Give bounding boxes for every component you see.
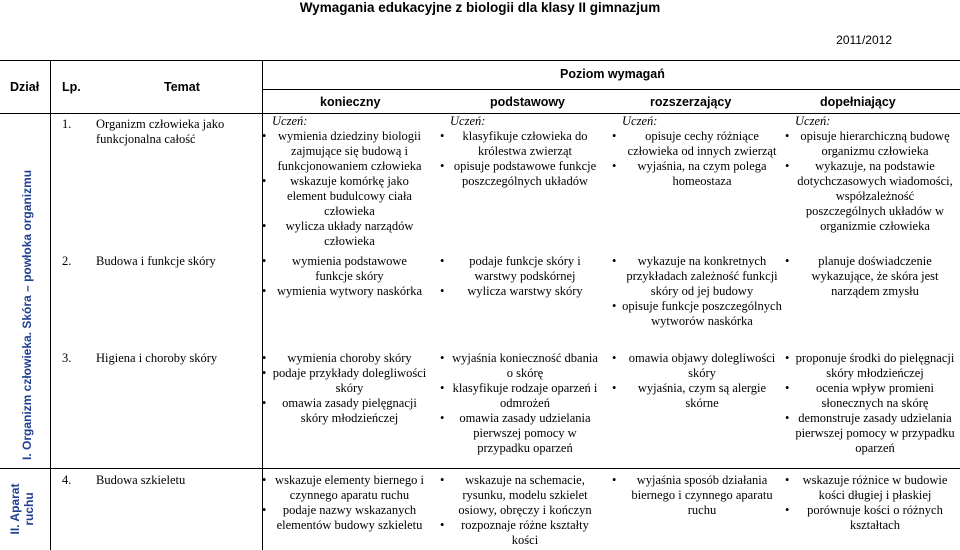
- header-temat: Temat: [164, 80, 200, 94]
- section-divider: [0, 468, 960, 469]
- section-label-1: I. Organizm człowieka. Skóra – powłoka organizmu: [20, 169, 34, 460]
- list-item: • wymienia choroby skóry: [272, 351, 427, 366]
- list-item: • wskazuje różnice w budowie kości długiej i płaskiej: [795, 473, 955, 503]
- header-podstawowy: podstawowy: [490, 95, 566, 109]
- list-item: • omawia objawy dolegliwości skóry: [622, 351, 782, 381]
- list-item: • opisuje hierarchiczną budowę organizmu człowieka: [795, 129, 955, 159]
- list-item: • opisuje funkcje poszczególnych wytworów naskórka: [622, 299, 782, 329]
- uczen-label: Uczeń:: [622, 114, 658, 128]
- header-dopelniajacy: dopełniający: [820, 95, 896, 109]
- row-3-podstawowy: [450, 351, 600, 456]
- list-item: • wymienia podstawowe funkcje skóry: [272, 254, 427, 284]
- list-item: • podaje nazwy wskazanych elementów budowy szkieletu: [272, 503, 427, 533]
- list-item: • opisuje cechy różniące człowieka od innych zwierząt: [622, 129, 782, 159]
- list-item: • planuje doświadczenie wykazujące, że skóra jest narządem zmysłu: [795, 254, 955, 299]
- list-item: • wykazuje na konkretnych przykładach zależność funkcji skóry od jej budowy: [622, 254, 782, 299]
- row-1-dopelniajacy: [795, 114, 955, 234]
- list-item: • wskazuje komórkę jako element budulcowy ciała człowieka: [272, 174, 427, 219]
- row-3-dopelniajacy: [795, 351, 955, 456]
- list-item: • podaje przykłady dolegliwości skóry: [272, 366, 427, 396]
- list-item: • wyjaśnia, na czym polega homeostaza: [622, 159, 782, 189]
- row-2-rozszerzajacy: [622, 254, 782, 329]
- header-rozszerzajacy: rozszerzający: [650, 95, 732, 109]
- row-2-konieczny: [272, 254, 427, 299]
- list-item: • wyjaśnia sposób działania biernego i czynnego aparatu ruchu: [622, 473, 782, 518]
- uczen-label: Uczeń:: [450, 114, 486, 128]
- row-2-podstawowy: [450, 254, 600, 299]
- row-1-podstawowy: [450, 114, 600, 189]
- list-item: • wykazuje, na podstawie dotychczasowych wiadomości, współzależność poszczególnych układów w organizmie człowieka: [795, 159, 955, 234]
- row-1-temat: Organizm człowieka jako funkcjonalna całość: [96, 117, 225, 146]
- list-item: • ocenia wpływ promieni słonecznych na skórę: [795, 381, 955, 411]
- list-item: • wylicza układy narządów człowieka: [272, 219, 427, 249]
- list-item: • wymienia wytwory naskórka: [272, 284, 427, 299]
- list-item: • omawia zasady udzielania pierwszej pomocy w przypadku oparzeń: [450, 411, 600, 456]
- uczen-label: Uczeń:: [795, 114, 831, 128]
- row-4-podstawowy: [450, 473, 600, 548]
- row-4-konieczny: [272, 473, 427, 533]
- list-item: • wskazuje elementy biernego i czynnego aparatu ruchu: [272, 473, 427, 503]
- row-3-lp: 3.: [62, 351, 72, 365]
- list-item: • porównuje kości o różnych kształtach: [795, 503, 955, 533]
- list-item: • opisuje podstawowe funkcje poszczególnych układów: [450, 159, 600, 189]
- row-4-dopelniajacy: [795, 473, 955, 533]
- row-3-temat: Higiena i choroby skóry: [96, 351, 218, 365]
- row-4-temat: Budowa szkieletu: [96, 473, 186, 487]
- header-lp: Lp.: [62, 80, 81, 94]
- row-3-konieczny: [272, 351, 427, 426]
- header-dzial: Dział: [10, 80, 40, 94]
- list-item: • rozpoznaje różne kształty kości: [450, 518, 600, 548]
- header-poziom-divider: [262, 89, 960, 90]
- section-label-2: II. Aparat ruchu: [8, 483, 36, 535]
- school-year: 2011/2012: [836, 33, 892, 47]
- row-1-lp: 1.: [62, 117, 72, 131]
- list-item: • omawia zasady pielęgnacji skóry młodzieńczej: [272, 396, 427, 426]
- col-divider-dzial: [50, 60, 51, 550]
- list-item: • proponuje środki do pielęgnacji skóry młodzieńczej: [795, 351, 955, 381]
- list-item: • klasyfikuje rodzaje oparzeń i odmrożeń: [450, 381, 600, 411]
- list-item: • wyjaśnia, czym są alergie skórne: [622, 381, 782, 411]
- row-1-rozszerzajacy: [622, 114, 782, 189]
- row-4-rozszerzajacy: [622, 473, 782, 518]
- list-item: • wymienia dziedziny biologii zajmujące się budową i funkcjonowaniem człowieka: [272, 129, 427, 174]
- table-top-border: [0, 60, 960, 61]
- header-poziom: Poziom wymagań: [560, 67, 665, 81]
- row-2-lp: 2.: [62, 254, 72, 268]
- row-4-lp: 4.: [62, 473, 72, 487]
- list-item: • wylicza warstwy skóry: [450, 284, 600, 299]
- list-item: • demonstruje zasady udzielania pierwszej pomocy w przypadku oparzeń: [795, 411, 955, 456]
- list-item: • wskazuje na schemacie, rysunku, modelu szkielet osiowy, obręczy i kończyn: [450, 473, 600, 518]
- row-1-konieczny: [272, 114, 427, 249]
- row-2-dopelniajacy: [795, 254, 955, 299]
- list-item: • klasyfikuje człowieka do królestwa zwierząt: [450, 129, 600, 159]
- list-item: • podaje funkcje skóry i warstwy podskórnej: [450, 254, 600, 284]
- list-item: • wyjaśnia konieczność dbania o skórę: [450, 351, 600, 381]
- document-title: Wymagania edukacyjne z biologii dla klasy II gimnazjum: [299, 0, 661, 15]
- row-2-temat: Budowa i funkcje skóry: [96, 254, 216, 268]
- uczen-label: Uczeń:: [272, 114, 308, 128]
- header-konieczny: konieczny: [320, 95, 381, 109]
- row-3-rozszerzajacy: [622, 351, 782, 411]
